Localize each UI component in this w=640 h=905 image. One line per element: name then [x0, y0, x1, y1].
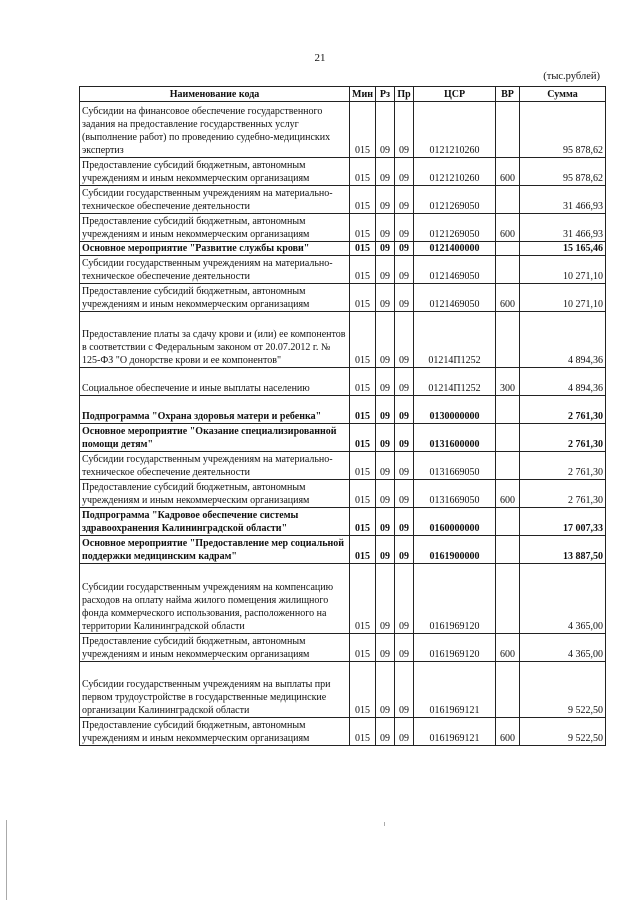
- table-row: [80, 508, 606, 536]
- cell-vr: 600: [496, 214, 520, 242]
- cell-rz: 09: [376, 452, 395, 480]
- cell-rz: 09: [376, 564, 395, 634]
- cell-vr: [496, 452, 520, 480]
- cell-vr: 600: [496, 634, 520, 662]
- cell-vr: 600: [496, 158, 520, 186]
- cell-min: 015: [350, 424, 376, 452]
- cell-min: 015: [350, 368, 376, 396]
- cell-vr: 600: [496, 718, 520, 746]
- cell-min: 015: [350, 718, 376, 746]
- cell-name: Субсидии государственным учреждениям на материально-техническое обеспечение деятельности: [80, 186, 350, 214]
- cell-name: Субсидии государственным учреждениям на компенсацию расходов на оплату найма жилого помещения жилищного фонда коммерческого использования, расположенного на территории Калининградской области: [80, 564, 350, 634]
- cell-csr: 0131669050: [414, 480, 496, 508]
- cell-min: 015: [350, 480, 376, 508]
- cell-pr: 09: [395, 102, 414, 158]
- cell-min: 015: [350, 284, 376, 312]
- cell-sum: 4 365,00: [520, 564, 606, 634]
- cell-name: Субсидии государственным учреждениям на материально-техническое обеспечение деятельности: [80, 452, 350, 480]
- cell-min: 015: [350, 214, 376, 242]
- cell-name: Предоставление субсидий бюджетным, автономным учреждениям и иным некоммерческим организациям: [80, 634, 350, 662]
- page-number: 21: [314, 52, 326, 64]
- cell-name: Основное мероприятие "Предоставление мер социальной поддержки медицинским кадрам": [80, 536, 350, 564]
- table-row: [80, 424, 606, 452]
- cell-min: 015: [350, 158, 376, 186]
- cell-name: Предоставление субсидий бюджетным, автономным учреждениям и иным некоммерческим организациям: [80, 718, 350, 746]
- cell-min: 015: [350, 536, 376, 564]
- cell-min: 015: [350, 396, 376, 424]
- cell-vr: [496, 662, 520, 718]
- cell-pr: 09: [395, 564, 414, 634]
- cell-csr: 0131669050: [414, 452, 496, 480]
- cell-min: 015: [350, 662, 376, 718]
- table-row: [80, 452, 606, 480]
- cell-name: Основное мероприятие "Развитие службы крови": [80, 242, 350, 256]
- cell-csr: 01214П1252: [414, 312, 496, 368]
- cell-pr: 09: [395, 480, 414, 508]
- table-row: [80, 102, 606, 158]
- budget-table: [79, 86, 606, 746]
- cell-csr: 0130000000: [414, 396, 496, 424]
- cell-pr: 09: [395, 508, 414, 536]
- cell-vr: 300: [496, 368, 520, 396]
- cell-sum: 95 878,62: [520, 102, 606, 158]
- cell-min: 015: [350, 242, 376, 256]
- cell-csr: 01214П1252: [414, 368, 496, 396]
- cell-sum: 4 894,36: [520, 368, 606, 396]
- cell-sum: 15 165,46: [520, 242, 606, 256]
- cell-sum: 2 761,30: [520, 480, 606, 508]
- cell-name: Предоставление субсидий бюджетным, автономным учреждениям и иным некоммерческим организациям: [80, 158, 350, 186]
- table-row: [80, 158, 606, 186]
- cell-name: Предоставление субсидий бюджетным, автономным учреждениям и иным некоммерческим организациям: [80, 214, 350, 242]
- cell-min: 015: [350, 564, 376, 634]
- cell-pr: 09: [395, 256, 414, 284]
- cell-pr: 09: [395, 186, 414, 214]
- cell-csr: 0161969120: [414, 564, 496, 634]
- table-row: [80, 256, 606, 284]
- cell-pr: 09: [395, 158, 414, 186]
- cell-pr: 09: [395, 368, 414, 396]
- header-vr: ВР: [496, 87, 520, 102]
- table-row: [80, 312, 606, 368]
- cell-pr: 09: [395, 536, 414, 564]
- table-header: [80, 87, 606, 102]
- cell-rz: 09: [376, 242, 395, 256]
- header-pr: Пр: [395, 87, 414, 102]
- header-min: Мин: [350, 87, 376, 102]
- cell-csr: 0160000000: [414, 508, 496, 536]
- table-row: [80, 242, 606, 256]
- cell-csr: 0161900000: [414, 536, 496, 564]
- header-name: Наименование кода: [80, 87, 350, 102]
- table-row: [80, 396, 606, 424]
- cell-rz: 09: [376, 396, 395, 424]
- cell-vr: [496, 508, 520, 536]
- cell-sum: 10 271,10: [520, 284, 606, 312]
- cell-name: Предоставление субсидий бюджетным, автономным учреждениям и иным некоммерческим организациям: [80, 284, 350, 312]
- cell-sum: 9 522,50: [520, 662, 606, 718]
- table-row: [80, 284, 606, 312]
- header-sum: Сумма: [520, 87, 606, 102]
- cell-vr: [496, 242, 520, 256]
- cell-vr: 600: [496, 480, 520, 508]
- cell-pr: 09: [395, 452, 414, 480]
- cell-pr: 09: [395, 424, 414, 452]
- header-csr: ЦСР: [414, 87, 496, 102]
- cell-csr: 0121210260: [414, 102, 496, 158]
- table-row: [80, 634, 606, 662]
- cell-rz: 09: [376, 368, 395, 396]
- cell-sum: 2 761,30: [520, 396, 606, 424]
- cell-min: 015: [350, 312, 376, 368]
- cell-vr: [496, 102, 520, 158]
- cell-rz: 09: [376, 284, 395, 312]
- cell-csr: 0121400000: [414, 242, 496, 256]
- header-rz: Рз: [376, 87, 395, 102]
- cell-sum: 13 887,50: [520, 536, 606, 564]
- cell-name: Подпрограмма "Охрана здоровья матери и ребенка": [80, 396, 350, 424]
- cell-csr: 0121269050: [414, 214, 496, 242]
- cell-vr: [496, 564, 520, 634]
- cell-name: Предоставление платы за сдачу крови и (или) ее компонентов в соответствии с Федеральным законом от 20.07.2012 г. № 125-ФЗ "О донорстве крови и ее компонентов": [80, 312, 350, 368]
- cell-rz: 09: [376, 186, 395, 214]
- cell-name: Субсидии государственным учреждениям на материально-техническое обеспечение деятельности: [80, 256, 350, 284]
- cell-pr: 09: [395, 214, 414, 242]
- cell-csr: 0121469050: [414, 256, 496, 284]
- cell-min: 015: [350, 256, 376, 284]
- cell-min: 015: [350, 508, 376, 536]
- cell-name: Предоставление субсидий бюджетным, автономным учреждениям и иным некоммерческим организациям: [80, 480, 350, 508]
- cell-sum: 4 894,36: [520, 312, 606, 368]
- cell-name: Основное мероприятие "Оказание специализированной помощи детям": [80, 424, 350, 452]
- cell-csr: 0131600000: [414, 424, 496, 452]
- cell-rz: 09: [376, 536, 395, 564]
- cell-name: Субсидии государственным учреждениям на выплаты при первом трудоустройстве в государственные медицинские организации Калининградской области: [80, 662, 350, 718]
- cell-rz: 09: [376, 424, 395, 452]
- scan-mark: [6, 820, 7, 900]
- table-row: [80, 214, 606, 242]
- cell-name: Социальное обеспечение и иные выплаты населению: [80, 368, 350, 396]
- cell-pr: 09: [395, 312, 414, 368]
- cell-rz: 09: [376, 480, 395, 508]
- table-row: [80, 480, 606, 508]
- cell-pr: 09: [395, 242, 414, 256]
- cell-sum: 31 466,93: [520, 214, 606, 242]
- cell-vr: 600: [496, 284, 520, 312]
- cell-pr: 09: [395, 396, 414, 424]
- cell-pr: 09: [395, 284, 414, 312]
- cell-pr: 09: [395, 718, 414, 746]
- cell-vr: [496, 424, 520, 452]
- cell-min: 015: [350, 186, 376, 214]
- cell-csr: 0121210260: [414, 158, 496, 186]
- table-row: [80, 186, 606, 214]
- cell-sum: 2 761,30: [520, 424, 606, 452]
- cell-rz: 09: [376, 102, 395, 158]
- cell-sum: 17 007,33: [520, 508, 606, 536]
- cell-pr: 09: [395, 662, 414, 718]
- cell-name: Подпрограмма "Кадровое обеспечение системы здравоохранения Калининградской области": [80, 508, 350, 536]
- table-row: [80, 662, 606, 718]
- table-row: [80, 536, 606, 564]
- cell-sum: 10 271,10: [520, 256, 606, 284]
- cell-sum: 31 466,93: [520, 186, 606, 214]
- table-row: [80, 368, 606, 396]
- cell-csr: 0121469050: [414, 284, 496, 312]
- cell-min: 015: [350, 102, 376, 158]
- cell-min: 015: [350, 634, 376, 662]
- cell-rz: 09: [376, 508, 395, 536]
- cell-rz: 09: [376, 214, 395, 242]
- cell-vr: [496, 186, 520, 214]
- cell-pr: 09: [395, 634, 414, 662]
- cell-rz: 09: [376, 634, 395, 662]
- cell-csr: 0161969121: [414, 662, 496, 718]
- scan-mark: [384, 822, 385, 826]
- cell-min: 015: [350, 452, 376, 480]
- table-row: [80, 564, 606, 634]
- cell-sum: 4 365,00: [520, 634, 606, 662]
- cell-vr: [496, 312, 520, 368]
- cell-name: Субсидии на финансовое обеспечение государственного задания на предоставление государственных услуг (выполнение работ) по проведению судебно-медицинских экспертиз: [80, 102, 350, 158]
- cell-sum: 9 522,50: [520, 718, 606, 746]
- unit-label: (тыс.рублей): [543, 71, 600, 82]
- cell-vr: [496, 256, 520, 284]
- cell-vr: [496, 396, 520, 424]
- cell-rz: 09: [376, 718, 395, 746]
- cell-sum: 2 761,30: [520, 452, 606, 480]
- cell-rz: 09: [376, 312, 395, 368]
- cell-rz: 09: [376, 662, 395, 718]
- cell-vr: [496, 536, 520, 564]
- cell-csr: 0161969120: [414, 634, 496, 662]
- cell-sum: 95 878,62: [520, 158, 606, 186]
- cell-rz: 09: [376, 256, 395, 284]
- cell-csr: 0121269050: [414, 186, 496, 214]
- cell-csr: 0161969121: [414, 718, 496, 746]
- cell-rz: 09: [376, 158, 395, 186]
- table-row: [80, 718, 606, 746]
